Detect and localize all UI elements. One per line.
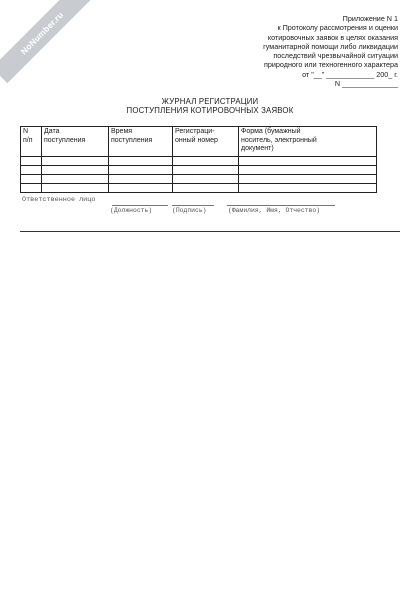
table-cell: [42, 175, 109, 184]
header-line: последствий чрезвычайной ситуации: [273, 51, 398, 61]
table-cell: [239, 175, 377, 184]
col-header-time: Время поступления: [109, 127, 173, 157]
table-cell: [21, 184, 42, 193]
table-cell: [173, 184, 239, 193]
header-line: к Протоколу рассмотрения и оценки: [277, 23, 398, 33]
title-line-1: ЖУРНАЛ РЕГИСТРАЦИИ: [161, 97, 259, 106]
table-cell: [109, 175, 173, 184]
header-line: гуманитарной помощи либо ликвидации: [263, 41, 398, 51]
table-cell: [173, 166, 239, 175]
document-title: [0, 97, 420, 115]
position-line: [112, 205, 168, 206]
table-row: [21, 184, 377, 193]
appendix-header: [188, 14, 398, 88]
watermark: NoNumber.ru: [0, 0, 92, 83]
table-header-row: [21, 127, 377, 157]
table-cell: [173, 157, 239, 166]
table-cell: [21, 157, 42, 166]
table-cell: [42, 166, 109, 175]
header-number-line: N ______________: [334, 79, 398, 89]
name-line: [227, 205, 335, 206]
table-cell: [42, 157, 109, 166]
table-cell: [239, 184, 377, 193]
table-row: [21, 166, 377, 175]
table-cell: [21, 175, 42, 184]
registration-table: [20, 126, 377, 193]
col-header-form: Форма (бумажный носитель, электронный документ): [239, 127, 377, 157]
table-cell: [239, 166, 377, 175]
bottom-divider: [20, 231, 400, 232]
table-cell: [109, 166, 173, 175]
table-cell: [42, 184, 109, 193]
table-row: [21, 157, 377, 166]
header-line: котировочных заявок в целях оказания: [267, 32, 398, 42]
col-header-date: Дата поступления: [42, 127, 109, 157]
table-cell: [109, 184, 173, 193]
signature-caption: (Подпись): [172, 207, 207, 214]
responsible-label: Ответственное лицо: [22, 196, 96, 204]
col-header-number: N п/п: [21, 127, 42, 157]
header-line: Приложение N 1: [342, 14, 398, 23]
table-row: [21, 175, 377, 184]
name-caption: (Фамилия, Имя, Отчество): [228, 207, 321, 214]
header-date-line: от "__" ____________ 200_ г.: [302, 69, 398, 79]
table-cell: [173, 175, 239, 184]
title-line-2: ПОСТУПЛЕНИЯ КОТИРОВОЧНЫХ ЗАЯВОК: [126, 106, 294, 115]
table-cell: [109, 157, 173, 166]
position-caption: (Должность): [110, 207, 153, 214]
table-cell: [239, 157, 377, 166]
header-line: природного или техногенного характера: [264, 60, 398, 70]
table-cell: [21, 166, 42, 175]
col-header-reg-number: Регистраци- онный номер: [173, 127, 239, 157]
signature-line: [172, 205, 214, 206]
